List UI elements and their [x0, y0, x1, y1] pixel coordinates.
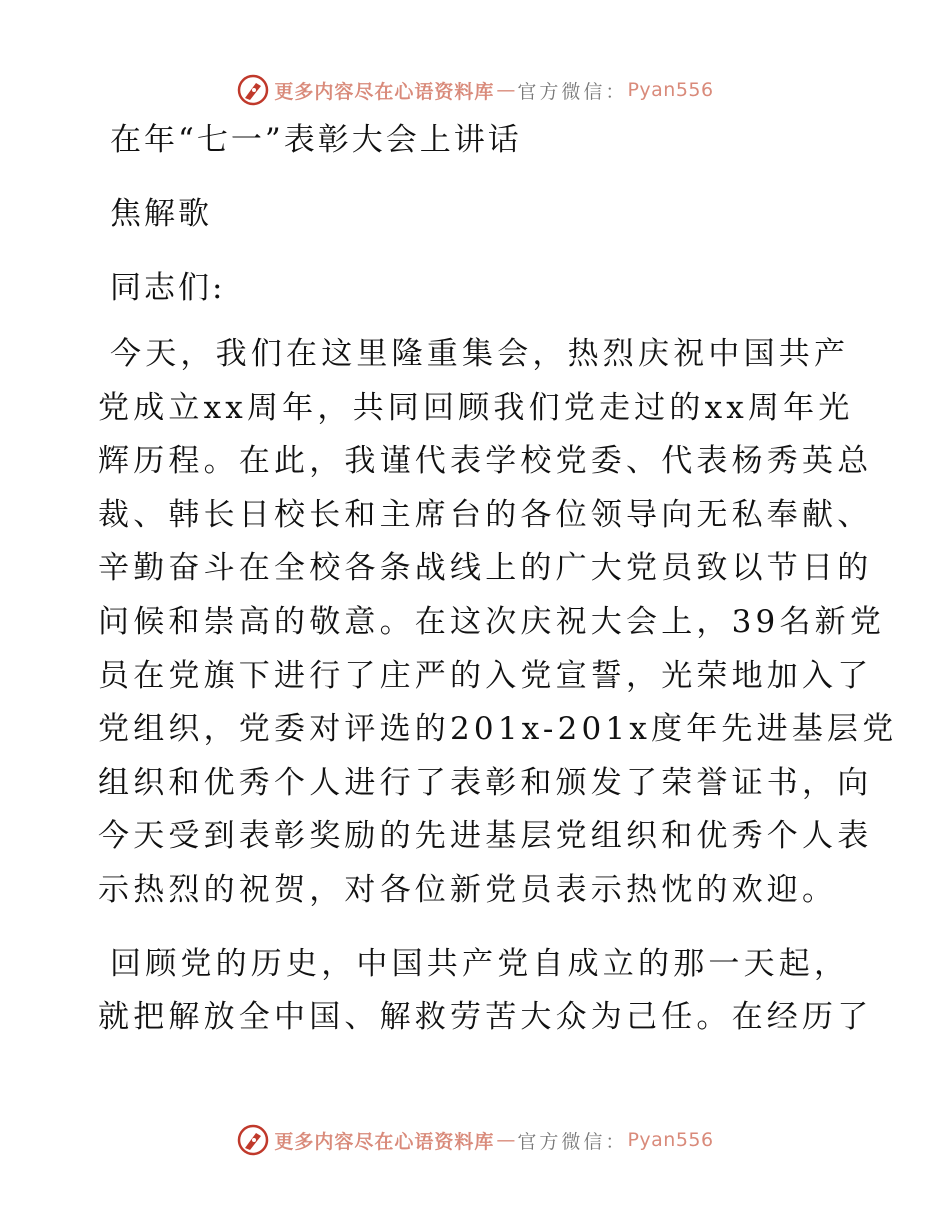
- watermark-wechat-id: Pyan556: [627, 1129, 714, 1151]
- watermark-main-text: 更多内容尽在心语资料库: [274, 80, 495, 103]
- text-line: 辉历程。在此，我谨代表学校党委、代表杨秀英总: [98, 443, 873, 480]
- watermark-official-label: 官方微信：: [517, 80, 628, 103]
- document-author: 焦解歌: [110, 196, 212, 232]
- pen-nib-circle-icon: [236, 73, 270, 107]
- document-body: [98, 120, 898, 1059]
- text-line: 问候和崇高的敬意。在这次庆祝大会上，39名新党: [98, 603, 886, 640]
- text-line: 党成立xx周年，共同回顾我们党走过的xx周年光: [98, 389, 854, 426]
- footer-watermark: [0, 1120, 950, 1160]
- text-line: 辛勤奋斗在全校各条战线上的广大党员致以节日的: [98, 550, 873, 587]
- watermark-wechat-id: Pyan556: [627, 79, 714, 101]
- pen-nib-circle-icon: [236, 1123, 270, 1157]
- paragraph-1: [98, 328, 898, 918]
- text-line: 今天，我们在这里隆重集会，热烈庆祝中国共产: [110, 336, 850, 372]
- watermark-separator: —: [496, 79, 516, 101]
- text-line: 裁、韩长日校长和主席台的各位领导向无私奉献、: [98, 496, 873, 533]
- watermark-main-text: 更多内容尽在心语资料库: [274, 1130, 495, 1153]
- text-line: 示热烈的祝贺，对各位新党员表示热忱的欢迎。: [98, 871, 838, 908]
- text-line: 员在党旗下进行了庄严的入党宣誓，光荣地加入了: [98, 657, 873, 694]
- header-watermark: [0, 70, 950, 110]
- paragraph-2: [98, 938, 873, 1045]
- text-line: 组织和优秀个人进行了表彰和颁发了荣誉证书，向: [98, 764, 873, 801]
- document-greeting: 同志们:: [110, 270, 226, 306]
- text-line: 党组织，党委对评选的201x-201x度年先进基层党: [98, 711, 898, 748]
- watermark-official-label: 官方微信：: [517, 1130, 628, 1153]
- text-line: 今天受到表彰奖励的先进基层党组织和优秀个人表: [98, 818, 873, 855]
- text-line: 回顾党的历史，中国共产党自成立的那一天起，: [110, 945, 850, 982]
- document-title: 在年“七一”表彰大会上讲话: [110, 122, 522, 158]
- text-line: 就把解放全中国、解救劳苦大众为己任。在经历了: [98, 999, 873, 1036]
- watermark-separator: —: [496, 1129, 516, 1151]
